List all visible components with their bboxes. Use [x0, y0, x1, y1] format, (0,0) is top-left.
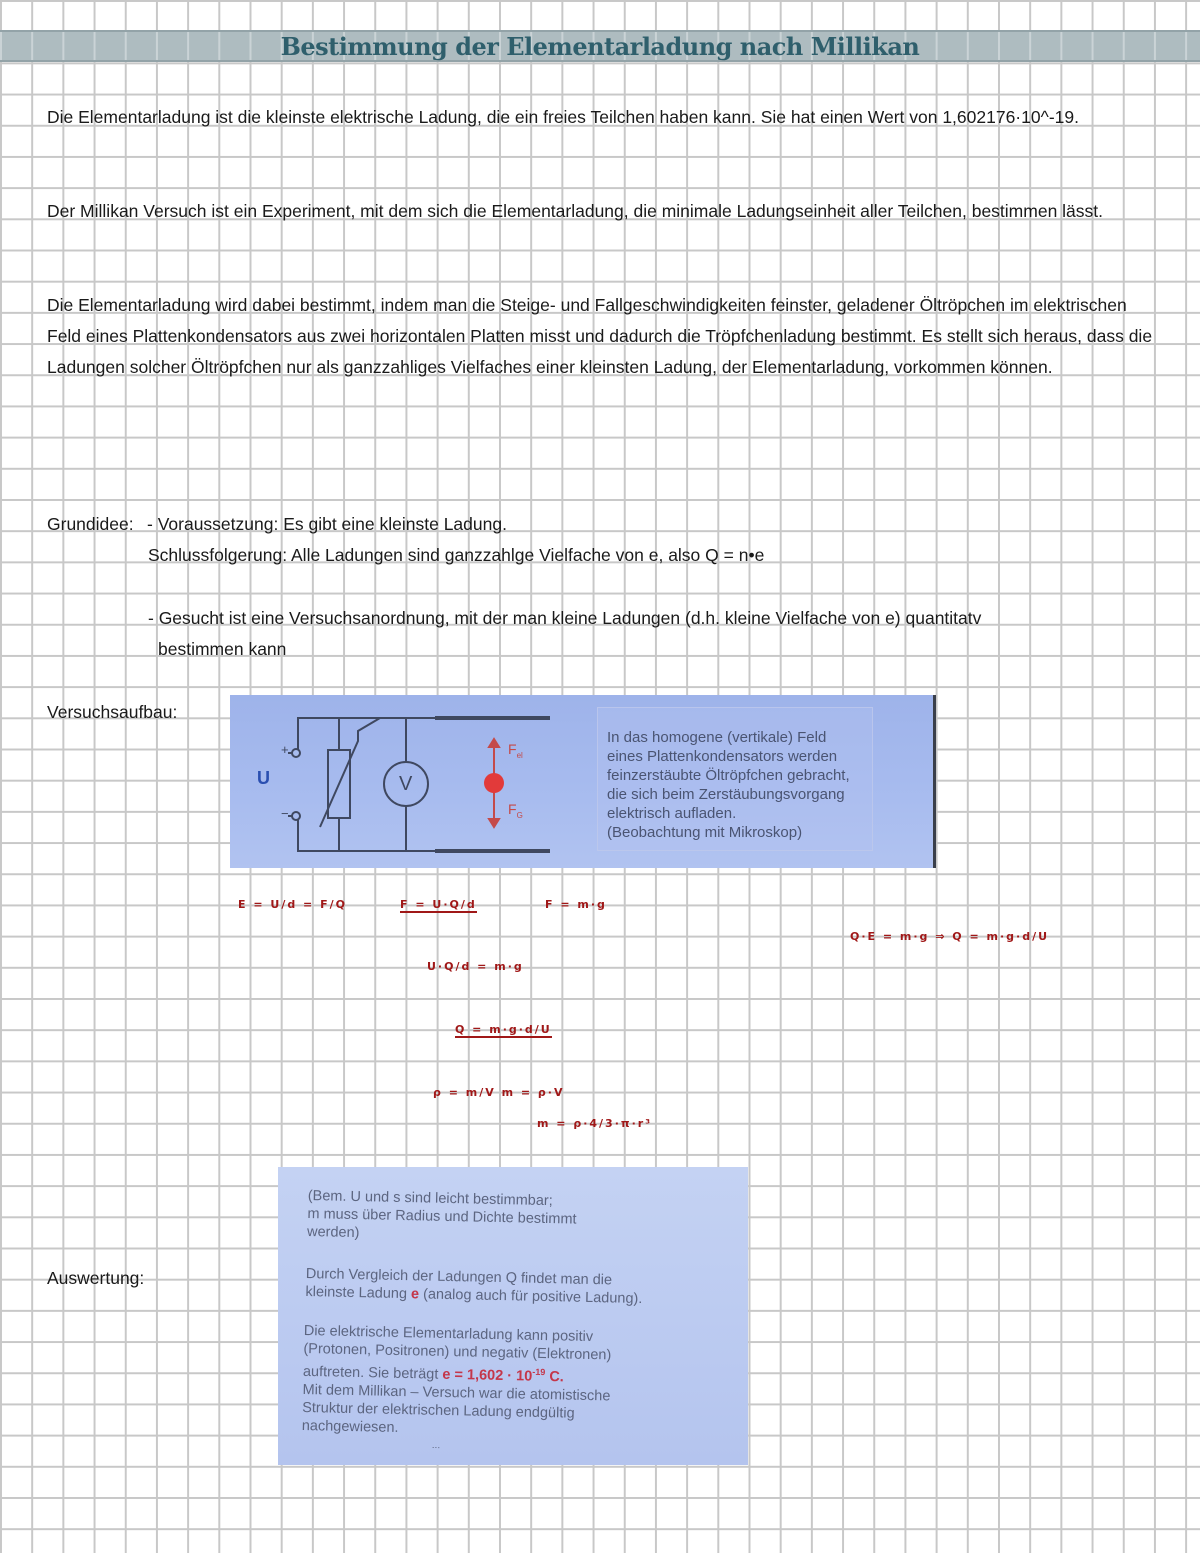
versuchsaufbau-label: Versuchsaufbau: — [47, 702, 178, 722]
apparatus-line-5: elektrisch aufladen. — [607, 805, 737, 822]
apparatus-line-2: eines Plattenkondensators werden — [607, 748, 838, 765]
evaluation-ellipsis: ... — [431, 1439, 441, 1452]
title-bar — [0, 30, 1200, 62]
evaluation-note: (Bem. U und s sind leicht bestimmbar; m muss über Radius und Dichte bestimmt werden) — [306, 1187, 577, 1242]
intro-paragraph-3: Die Elementarladung wird dabei bestimmt, indem man die Steige- und Fallgeschwindigkeiten feinster, geladener Öltröpchen im elektrischen Feld eines Plattenkondensators aus zwei horizontalen Platten misst und dadurch die Tröpfchenladung bestimmt. Es stellt sich heraus, dass die Ladungen solcher Öltröpfchen nur als ganzzahliges Vielfaches einer kleinsten Ladung, der Elementarladung, vorkommen können. — [47, 295, 1153, 378]
grundidee-line-4: bestimmen kann — [158, 639, 287, 659]
apparatus-description — [607, 728, 897, 842]
intro-paragraph-2: Der Millikan Versuch ist ein Experiment, mit dem sich die Elementarladung, die minimale Ladungseinheit aller Teilchen, bestimmen lässt. — [47, 201, 1104, 221]
handwritten-formula-field: E = U/d = F/Q — [238, 898, 347, 911]
grundidee-label: Grundidee: — [47, 514, 134, 534]
handwritten-formula-density: ρ = m/V m = ρ·V — [433, 1086, 565, 1099]
apparatus-line-4: die sich beim Zerstäubungsvorgang — [607, 786, 845, 803]
apparatus-line-1: In das homogene (vertikale) Feld — [607, 729, 827, 746]
voltmeter-symbol: V — [399, 773, 413, 795]
oil-drop — [484, 773, 504, 793]
minus-sign: − — [281, 806, 289, 821]
auswertung-label: Auswertung: — [47, 1268, 145, 1288]
handwritten-formula-balance: U·Q/d = m·g — [427, 960, 524, 973]
handwritten-formula-mass: m = ρ·4/3·π·r³ — [537, 1117, 653, 1130]
intro-paragraph-1: Die Elementarladung ist die kleinste elektrische Ladung, die ein freies Teilchen haben kann. Sie hat einen Wert von 1,602176·10^-19. — [47, 107, 1079, 127]
apparatus-line-6: (Beobachtung mit Mikroskop) — [607, 824, 803, 841]
grundidee-line-3: - Gesucht ist eine Versuchsanordnung, mit der man kleine Ladungen (d.h. kleine Vielfache von e) quantitatv — [148, 608, 982, 628]
force-gravity-label: $F_G$ — [508, 801, 523, 820]
force-electric-label: $F_{el}$ — [508, 741, 523, 760]
page-title: Bestimmung der Elementarladung nach Millikan — [280, 31, 920, 61]
plus-sign: + — [281, 742, 289, 757]
grundidee-line-2: Schlussfolgerung: Alle Ladungen sind ganzzahlge Vielfache von e, also Q = n•e — [148, 545, 765, 565]
apparatus-line-3: feinzerstäubte Öltröpfchen gebracht, — [607, 767, 850, 784]
handwritten-formula-gravity: F = m·g — [545, 898, 607, 911]
evaluation-comparison: Durch Vergleich der Ladungen Q findet man die kleinste Ladung e (analog auch für positive Ladung). — [305, 1265, 643, 1308]
handwritten-formula-electric-force: F = U·Q/d — [400, 898, 477, 911]
handwritten-formula-charge: Q = m·g·d/U — [455, 1023, 552, 1036]
evaluation-photo — [278, 1167, 748, 1465]
grundidee-line-1: - Voraussetzung: Es gibt eine kleinste Ladung. — [147, 514, 507, 534]
evaluation-conclusion: Die elektrische Elementarladung kann positiv (Protonen, Positronen) und negativ (Elektronen) auftreten. Sie beträgt $e = 1,602 \cdot 10^{-19}$ C. Mit dem Millikan – Versuch war die atomistische Struktur der elektrischen Ladung endgültig nachgewiesen. — [301, 1322, 612, 1436]
handwritten-formula-summary: Q·E = m·g ⇒ Q = m·g·d/U — [850, 930, 1050, 943]
voltage-label: U — [257, 768, 270, 788]
